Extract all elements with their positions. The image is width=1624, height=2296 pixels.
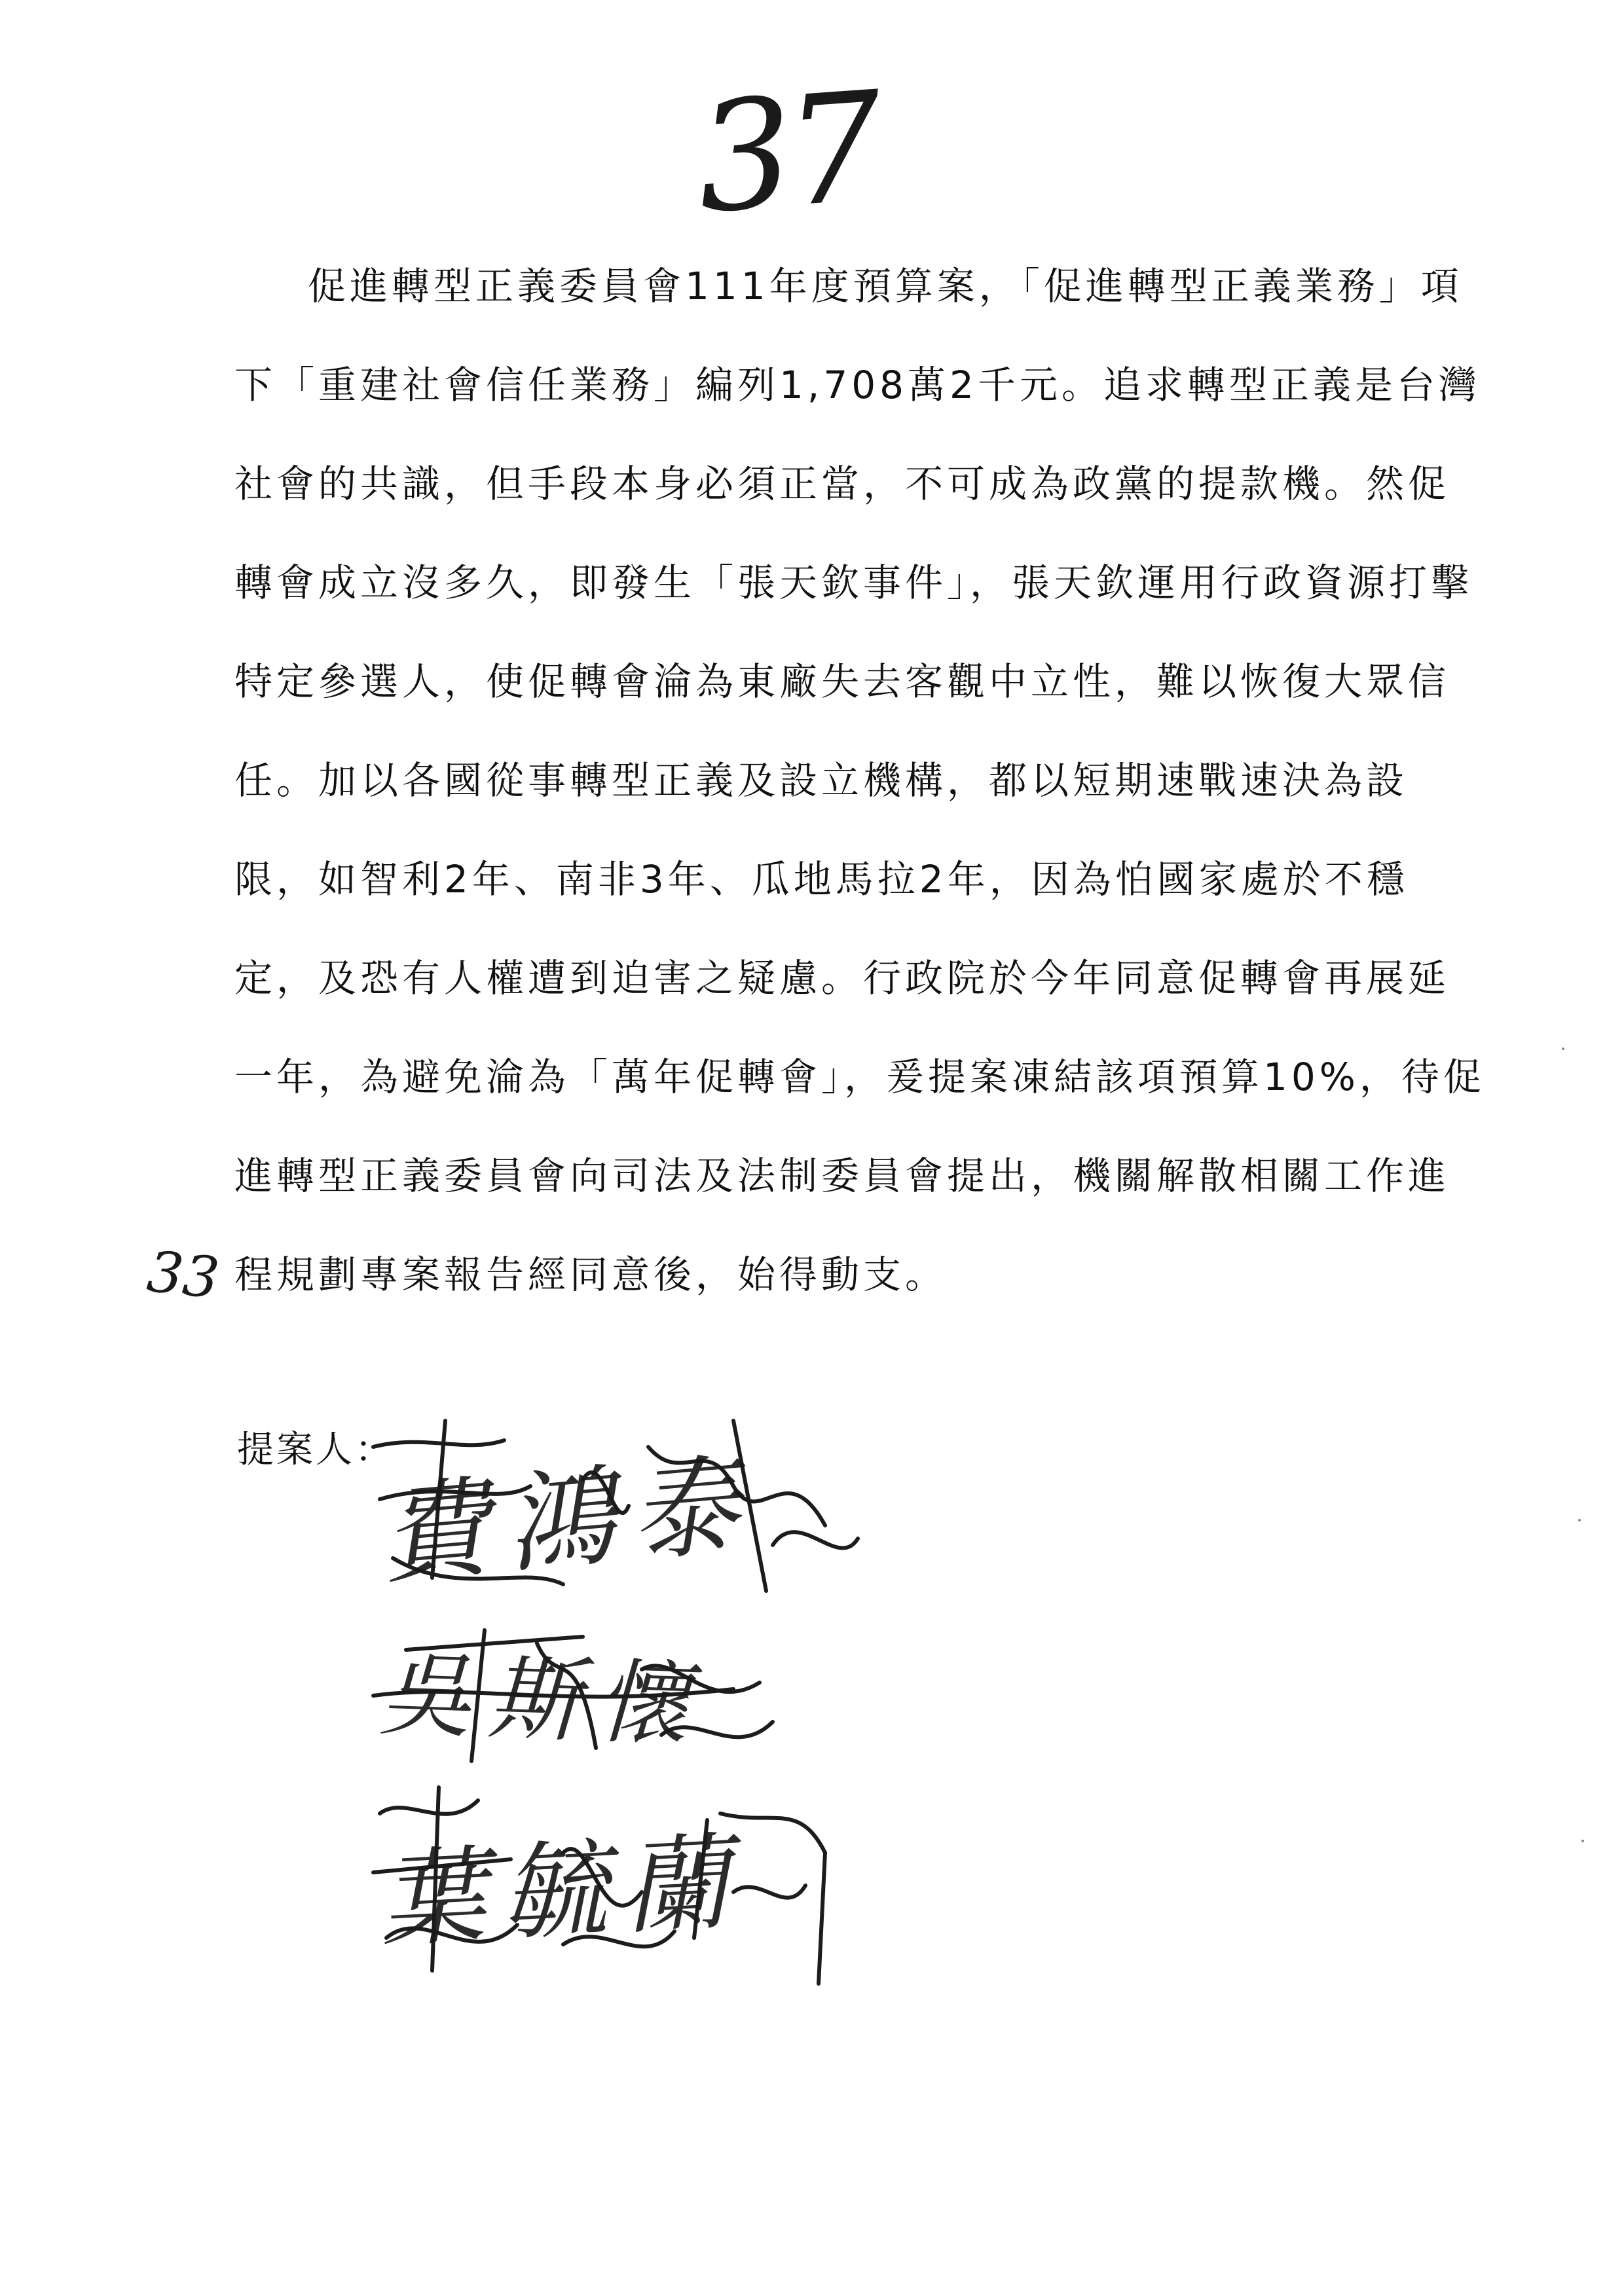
body-line: 任。加以各國從事轉型正義及設立機構，都以短期速戰速決為設 — [234, 758, 1409, 803]
proposal-body — [234, 237, 1485, 1324]
body-line: 一年，為避免淪為「萬年促轉會」，爰提案凍結該項預算10%，待促 — [234, 1055, 1485, 1099]
body-line: 限，如智利2年、南非3年、瓜地馬拉2年，因為怕國家處於不穩 — [234, 857, 1409, 902]
body-line: 社會的共識，但手段本身必須正當，不可成為政黨的提款機。然促 — [234, 462, 1450, 506]
body-line: 進轉型正義委員會向司法及法制委員會提出，機關解散相關工作進 — [234, 1154, 1450, 1198]
body-line: 下「重建社會信任業務」編列1,708萬2千元。追求轉型正義是台灣 — [234, 363, 1481, 407]
signature-1 — [367, 1408, 891, 1604]
body-line: 定，及恐有人權遭到迫害之疑慮。行政院於今年同意促轉會再展延 — [234, 956, 1450, 1000]
signature-3-name: 葉毓蘭 — [377, 1820, 749, 1962]
signature-2-name: 吳斯懷 — [377, 1641, 708, 1760]
signature-1-name: 費鴻泰 — [375, 1441, 761, 1599]
signature-2 — [367, 1611, 891, 1774]
proposer-label: 提案人： — [237, 1429, 394, 1471]
body-line: 特定參選人，使促轉會淪為東廠失去客觀中立性，難以恢復大眾信 — [234, 659, 1450, 704]
body-line: 轉會成立沒多久，即發生「張天欽事件」，張天欽運用行政資源打擊 — [234, 560, 1473, 605]
scan-speck — [1581, 1840, 1584, 1842]
signature-block — [367, 1408, 891, 1997]
body-line: 促進轉型正義委員會111年度預算案，「促進轉型正義業務」項 — [308, 264, 1463, 308]
handwritten-page-number: 37 — [691, 60, 882, 247]
scan-speck — [1578, 1519, 1581, 1522]
body-line: 程規劃專案報告經同意後，始得動支。 — [234, 1252, 948, 1297]
scan-speck — [1562, 1048, 1564, 1050]
handwritten-margin-note: 33 — [144, 1239, 223, 1312]
signature-3 — [367, 1774, 891, 1990]
